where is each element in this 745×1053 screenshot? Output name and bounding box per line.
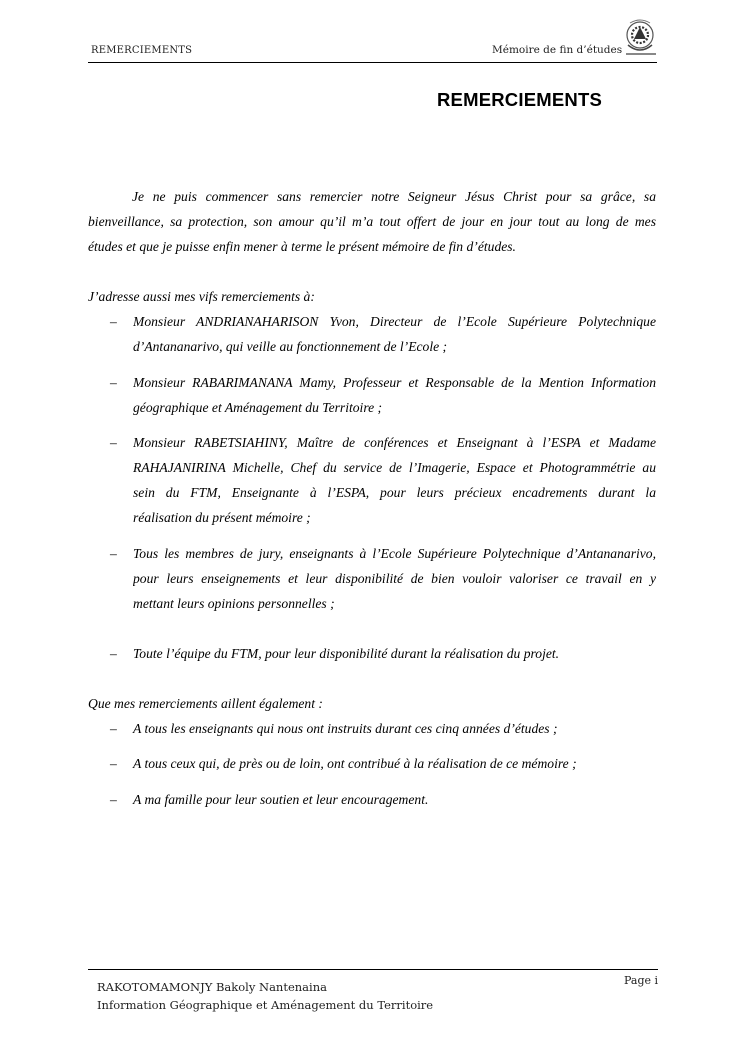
- intro-line: Je ne puis commencer sans remercier notre Seigneur Jésus Christ pour sa grâce, sa: [132, 189, 656, 204]
- page-number: Page i: [624, 974, 659, 987]
- footer-author: RAKOTOMAMONJY Bakoly Nantenaina: [97, 980, 327, 994]
- list-item-line: A tous ceux qui, de près ou de loin, ont contribué à la réalisation de ce mémoire ;: [133, 756, 577, 771]
- list-bullet: –: [110, 435, 117, 450]
- list-item-line: A tous les enseignants qui nous ont instruits durant ces cinq années d’études ;: [133, 721, 558, 736]
- list-item-line: Tous les membres de jury, enseignants à l’Ecole Supérieure Polytechnique d’Antananarivo,: [133, 546, 656, 561]
- list-bullet: –: [110, 375, 117, 390]
- list-bullet: –: [110, 721, 117, 736]
- list-item-line: d’Antananarivo, qui veille au fonctionnement de l’Ecole ;: [133, 339, 448, 354]
- header-rule: [88, 62, 657, 63]
- running-header-left: REMERCIEMENTS: [91, 45, 193, 56]
- section-heading: J’adresse aussi mes vifs remerciements à:: [88, 289, 315, 304]
- intro-line: études et que je puisse enfin mener à terme le présent mémoire de fin d’études.: [88, 239, 516, 254]
- section-heading: Que mes remerciements aillent également :: [88, 696, 323, 711]
- list-item-line: sein du FTM, Enseignante à l’ESPA, pour leurs précieux encadrements durant la: [133, 485, 656, 500]
- list-bullet: –: [110, 792, 117, 807]
- list-item-line: Toute l’équipe du FTM, pour leur disponibilité durant la réalisation du projet.: [133, 646, 560, 661]
- footer-rule: [88, 969, 658, 970]
- list-item-line: pour leurs enseignements et leur disponibilité de bien vouloir valoriser ce travail en y: [133, 571, 656, 586]
- page-title: REMERCIEMENTS: [437, 89, 602, 110]
- list-item-line: réalisation du présent mémoire ;: [133, 510, 311, 525]
- list-item-line: RAHAJANIRINA Michelle, Chef du service de l’Imagerie, Espace et Photogrammétrie au: [133, 460, 656, 475]
- school-seal-icon: [620, 15, 662, 61]
- list-bullet: –: [110, 646, 117, 661]
- list-item-line: A ma famille pour leur soutien et leur encouragement.: [133, 792, 429, 807]
- list-bullet: –: [110, 756, 117, 771]
- list-item-line: mettant leurs opinions personnelles ;: [133, 596, 335, 611]
- list-bullet: –: [110, 314, 117, 329]
- running-header-right: Mémoire de fin d’études: [492, 44, 623, 56]
- list-item-line: Monsieur ANDRIANAHARISON Yvon, Directeur de l’Ecole Supérieure Polytechnique: [133, 314, 656, 329]
- footer-program: Information Géographique et Aménagement du Territoire: [97, 998, 434, 1012]
- list-item-line: géographique et Aménagement du Territoire ;: [133, 400, 383, 415]
- list-item-line: Monsieur RABETSIAHINY, Maître de conférences et Enseignant à l’ESPA et Madame: [133, 435, 656, 450]
- list-bullet: –: [110, 546, 117, 561]
- intro-line: bienveillance, sa protection, son amour qu’il m’a tout offert de jour en jour tout au long de mes: [88, 214, 656, 229]
- list-item-line: Monsieur RABARIMANANA Mamy, Professeur et Responsable de la Mention Information: [133, 375, 656, 390]
